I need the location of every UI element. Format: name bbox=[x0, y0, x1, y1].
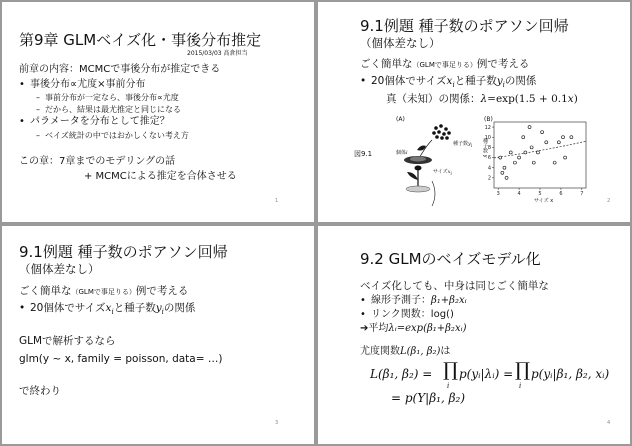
data-point bbox=[557, 141, 560, 144]
slide-4 bbox=[318, 226, 630, 444]
product-index-2: i bbox=[519, 382, 522, 390]
data-point bbox=[562, 136, 565, 139]
x-axis-label: サイズ x bbox=[534, 198, 554, 204]
panel-b-label: (B) bbox=[484, 116, 493, 123]
slide-4-bullet-3: ➔平均λᵢ=exp(β₁+β₂xᵢ) bbox=[360, 323, 467, 334]
slide-1-title: 第9章 GLMベイズ化・事後分布推定 bbox=[19, 31, 262, 49]
slide-3-bullet-1: • 20個体でサイズ$x_i$と種子数$y_i$の関係 bbox=[19, 302, 196, 317]
x-tick-label: 5 bbox=[538, 191, 542, 197]
slide-1-line-2: + MCMCによる推定を合体させる bbox=[84, 171, 237, 182]
x-tick-label: 4 bbox=[517, 191, 521, 197]
slide-2-subtitle: （個体差なし） bbox=[360, 36, 441, 50]
glm-intro: GLMで解析するなら bbox=[19, 335, 116, 347]
equation-line-2: = p(Y|β₁, β₂) bbox=[391, 391, 466, 405]
slide-1-bullet-2: • パラメータを分布として推定？ bbox=[19, 116, 170, 127]
x-tick-label: 7 bbox=[580, 191, 584, 197]
seed-count-label: 種子数$y_i$ bbox=[453, 141, 473, 148]
data-point bbox=[509, 151, 512, 154]
slide-3-title: 9.1例題 種子数のポアソン回帰 bbox=[19, 243, 228, 261]
equation-rhs: p(yᵢ|β₁, β₂, xᵢ) bbox=[531, 367, 610, 381]
slide-1-sub-3: – ベイズ統計の中ではおかしくない考え方 bbox=[36, 131, 189, 140]
slide-2-bullet-1: • 20個体でサイズ$x_i$と種子数$y_i$の関係 bbox=[360, 75, 537, 90]
glm-code: glm(y ~ x, family = poisson, data= …) bbox=[19, 353, 223, 365]
size-label: サイズ$x_i$ bbox=[433, 169, 452, 176]
panel-a-label: (A) bbox=[396, 116, 405, 123]
slide-3-end: で終わり bbox=[19, 385, 61, 397]
likelihood-intro: 尤度関数L(β₁, β₂)は bbox=[360, 346, 451, 357]
slide-3-page-number: 3 bbox=[275, 420, 279, 426]
equation-lhs: L(β₁, β₂) = bbox=[370, 367, 433, 381]
slide-1-sub-1: – 事前分布が一定なら、事後分布∝尤度 bbox=[36, 93, 179, 102]
slide-4-title: 9.2 GLMのベイズモデル化 bbox=[360, 250, 541, 268]
y-tick-label: 6 bbox=[487, 155, 491, 162]
slide-2-title: 9.1例題 種子数のポアソン回帰 bbox=[360, 17, 569, 35]
product-symbol-1: ∏ bbox=[443, 359, 459, 381]
data-point bbox=[499, 156, 502, 159]
data-point bbox=[518, 156, 521, 159]
slide-2-page-number: 2 bbox=[607, 198, 611, 204]
data-point bbox=[553, 161, 556, 164]
x-tick-label: 6 bbox=[559, 191, 563, 197]
data-point bbox=[541, 131, 544, 134]
slide-1-sub-2: – だから、結果は最尤推定と同じになる bbox=[36, 105, 181, 114]
slide-1 bbox=[2, 2, 314, 222]
equation-middle: p(yᵢ|λᵢ) = bbox=[459, 367, 514, 381]
x-tick-label: 3 bbox=[496, 191, 500, 197]
data-point bbox=[536, 151, 539, 154]
slide-4-bullet-1: • 線形予測子：β₁+β₂xᵢ bbox=[360, 295, 467, 306]
slide-2 bbox=[318, 2, 630, 222]
plant-illustration bbox=[388, 120, 480, 212]
slide-1-line-1: この章：7章までのモデリングの話 bbox=[19, 156, 176, 167]
slide-2-simple-line: ごく簡単な（GLMで事足りる）例で考える bbox=[360, 58, 530, 70]
slide-3-subtitle: （個体差なし） bbox=[19, 262, 100, 276]
product-symbol-2: ∏ bbox=[515, 359, 531, 381]
slide-1-meta: 2015/03/03 髙倉担当 bbox=[187, 50, 248, 57]
product-index-1: i bbox=[447, 382, 450, 390]
data-point bbox=[545, 141, 548, 144]
slide-4-intro: ベイズ化しても、中身は同じごく簡単な bbox=[360, 280, 549, 292]
data-point bbox=[503, 166, 506, 169]
data-point bbox=[570, 136, 573, 139]
slide-1-page-number: 1 bbox=[275, 198, 279, 204]
data-point bbox=[528, 126, 531, 129]
data-point bbox=[522, 136, 525, 139]
slide-1-intro: 前章の内容：MCMCで事後分布が推定できる bbox=[19, 64, 221, 75]
data-point bbox=[530, 146, 533, 149]
y-tick-label: 4 bbox=[487, 165, 491, 172]
trend-line bbox=[494, 141, 586, 158]
slide-3-simple-line: ごく簡単な（GLMで事足りる）例で考える bbox=[19, 285, 189, 297]
individual-label: 個体i bbox=[396, 150, 408, 156]
data-point bbox=[524, 151, 527, 154]
data-point bbox=[513, 161, 516, 164]
slide-3 bbox=[2, 226, 314, 444]
data-point bbox=[532, 161, 535, 164]
y-axis-label: 種子数 y bbox=[482, 138, 488, 158]
slide-4-page-number: 4 bbox=[607, 420, 611, 426]
data-point bbox=[564, 156, 567, 159]
y-tick-label: 8 bbox=[487, 145, 491, 152]
y-tick-label: 12 bbox=[484, 124, 491, 131]
seed-size-scatter-chart bbox=[480, 118, 590, 202]
slide-4-bullet-2: • リンク関数：log() bbox=[360, 309, 454, 320]
data-point bbox=[505, 176, 508, 179]
y-tick-label: 2 bbox=[487, 175, 491, 182]
y-tick-label: 10 bbox=[484, 134, 491, 141]
figure-label: 図9.1 bbox=[354, 150, 373, 158]
slide-2-true-relation: 真（未知）の関係：λ=exp(1.5 + 0.1x) bbox=[386, 93, 578, 105]
slide-1-bullet-1: • 事後分布∝尤度×事前分布 bbox=[19, 79, 146, 90]
data-point bbox=[501, 171, 504, 174]
